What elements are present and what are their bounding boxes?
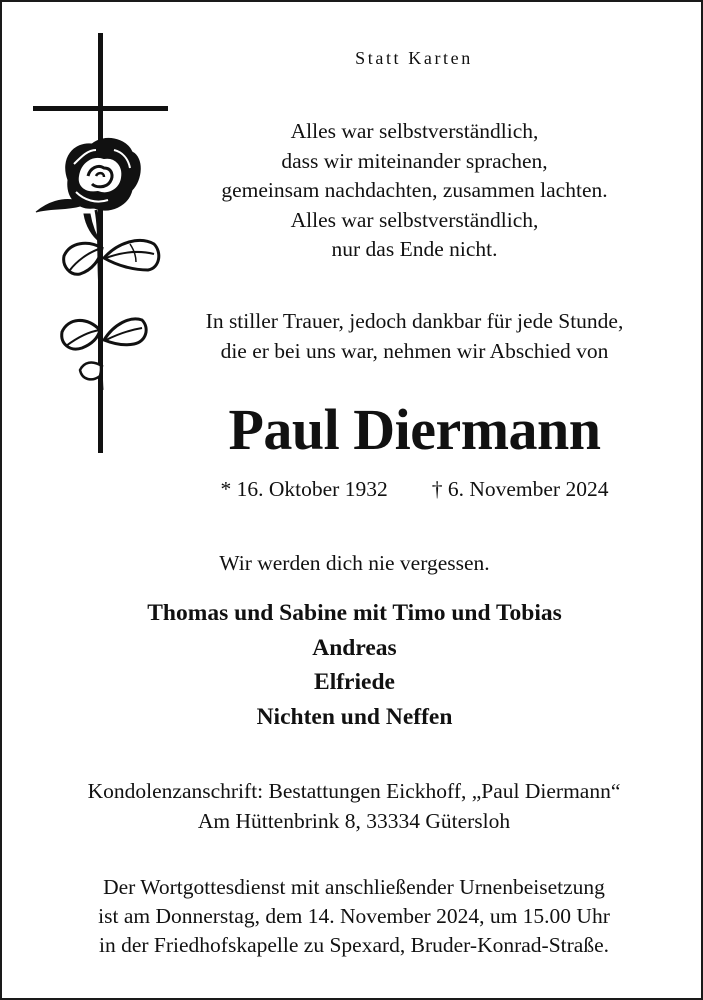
poem — [152, 117, 677, 265]
mourner-line: Andreas — [312, 634, 397, 661]
death-date: † 6. November 2024 — [431, 477, 609, 501]
farewell-intro — [152, 307, 677, 366]
birth-date: * 16. Oktober 1932 — [220, 477, 388, 501]
poem-line: dass wir miteinander sprachen, — [281, 148, 548, 173]
mourner-line: Nichten und Neffen — [256, 703, 453, 730]
service-line: ist am Donnerstag, dem 14. November 2024, um 15.00 Uhr — [98, 904, 610, 928]
deceased-name: Paul Diermann — [228, 397, 601, 462]
life-dates — [152, 475, 677, 503]
poem-line: nur das Ende nicht. — [331, 237, 498, 261]
mourner-line: Elfriede — [314, 669, 395, 695]
poem-line: gemeinsam nachdachten, zusammen lachten. — [221, 178, 608, 202]
intro-line: In stiller Trauer, jedoch dankbar für jede Stunde, — [205, 309, 624, 333]
poem-line: Alles war selbstverständlich, — [290, 119, 539, 143]
condolence-line: Am Hüttenbrink 8, 33334 Gütersloh — [197, 808, 511, 833]
mourner-line: Thomas und Sabine mit Timo und Tobias — [147, 600, 562, 626]
service-line: Der Wortgottesdienst mit anschließender Urnenbeisetzung — [103, 875, 605, 899]
service-line: in der Friedhofskapelle zu Spexard, Bruder-Konrad-Straße. — [98, 933, 610, 957]
motto: Wir werden dich nie vergessen. — [219, 551, 490, 575]
intro-line: die er bei uns war, nehmen wir Abschied von — [220, 338, 609, 363]
poem-line: Alles war selbstverständlich, — [290, 207, 539, 232]
service-details — [14, 873, 694, 960]
notice-header: Statt Karten — [355, 48, 473, 68]
condolence-address — [14, 777, 694, 836]
mourners-list — [42, 596, 667, 734]
condolence-line: Kondolenzanschrift: Bestattungen Eickhoff, „Paul Diermann“ — [87, 779, 621, 803]
cross-with-rose-icon — [30, 30, 170, 460]
